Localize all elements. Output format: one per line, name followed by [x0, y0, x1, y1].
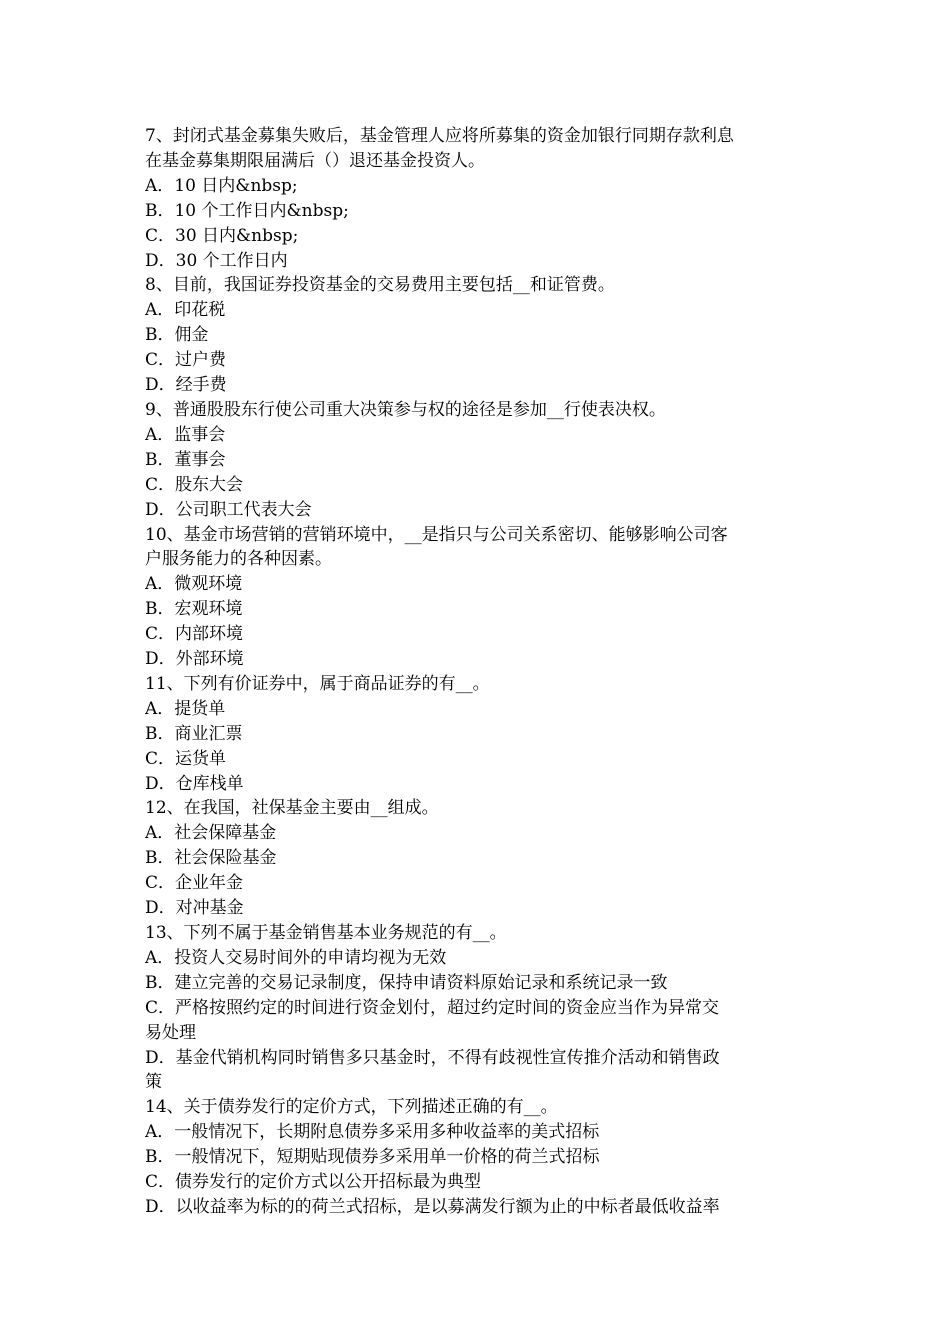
question-14-option-d: D．以收益率为标的的荷兰式招标，是以募满发行额为止的中标者最低收益率	[145, 1196, 720, 1217]
question-11-option-d: D．仓库栈单	[145, 773, 244, 794]
question-9-option-b: B．董事会	[145, 449, 226, 470]
question-14-option-b: B．一般情况下，短期贴现债券多采用单一价格的荷兰式招标	[145, 1147, 600, 1168]
question-11-option-b: B．商业汇票	[145, 723, 243, 744]
question-14-option-a: A．一般情况下，长期附息债券多采用多种收益率的美式招标	[145, 1122, 600, 1143]
question-10-option-a: A．微观环境	[145, 574, 243, 595]
question-8-option-c: C．过户费	[145, 350, 227, 371]
question-9-option-c: C．股东大会	[145, 474, 244, 495]
question-7-option-c: C．30 日内&nbsp;	[145, 225, 299, 246]
question-10-option-c: C．内部环境	[145, 624, 244, 645]
question-9-option-a: A．监事会	[145, 424, 226, 445]
question-12-option-a: A．社会保障基金	[145, 823, 277, 844]
question-7-text: 7、封闭式基金募集失败后，基金管理人应将所募集的资金加银行同期存款利息	[145, 126, 734, 146]
question-12-option-c: C．企业年金	[145, 873, 244, 894]
question-9-option-d: D．公司职工代表大会	[145, 499, 312, 520]
question-13-option-b: B．建立完善的交易记录制度，保持申请资料原始记录和系统记录一致	[145, 972, 668, 993]
question-14-text: 14、关于债券发行的定价方式，下列描述正确的有__。	[145, 1097, 558, 1118]
question-13-option-a: A．投资人交易时间外的申请均视为无效	[145, 947, 447, 968]
question-13-option-c-continued: 易处理	[145, 1022, 196, 1043]
question-7-option-d: D．30 个工作日内	[145, 250, 288, 271]
question-12-option-d: D．对冲基金	[145, 898, 244, 919]
question-8-text: 8、目前，我国证券投资基金的交易费用主要包括__和证管费。	[145, 275, 615, 296]
question-10-option-b: B．宏观环境	[145, 599, 243, 620]
question-11-option-c: C．运货单	[145, 748, 227, 769]
question-13-option-d-continued: 策	[145, 1072, 162, 1093]
question-11-option-a: A．提货单	[145, 698, 226, 719]
question-7-option-b: B．10 个工作日内&nbsp;	[145, 200, 349, 221]
question-7-option-a: A．10 日内&nbsp;	[145, 175, 298, 196]
question-13-text: 13、下列不属于基金销售基本业务规范的有__。	[145, 923, 507, 943]
question-13-option-c: C．严格按照约定的时间进行资金划付，超过约定时间的资金应当作为异常交	[145, 997, 720, 1018]
document-page	[145, 124, 810, 1220]
question-7-text-continued: 在基金募集期限届满后（）退还基金投资人。	[145, 150, 485, 171]
question-8-option-d: D．经手费	[145, 375, 227, 396]
question-8-option-a: A．印花税	[145, 300, 226, 321]
question-9-text: 9、普通股股东行使公司重大决策参与权的途径是参加__行使表决权。	[145, 399, 666, 420]
question-8-option-b: B．佣金	[145, 325, 209, 346]
question-13-option-d: D．基金代销机构同时销售多只基金时，不得有歧视性宣传推介活动和销售政	[145, 1047, 720, 1068]
question-10-text: 10、基金市场营销的营销环境中，__是指只与公司关系密切、能够影响公司客	[145, 524, 728, 545]
question-10-text-continued: 户服务能力的各种因素。	[145, 549, 332, 570]
question-14-option-c: C．债券发行的定价方式以公开招标最为典型	[145, 1172, 482, 1193]
question-10-option-d: D．外部环境	[145, 649, 244, 670]
question-12-text: 12、在我国，社保基金主要由__组成。	[145, 798, 439, 819]
question-11-text: 11、下列有价证券中，属于商品证券的有__。	[145, 673, 490, 694]
question-12-option-b: B．社会保险基金	[145, 848, 277, 869]
